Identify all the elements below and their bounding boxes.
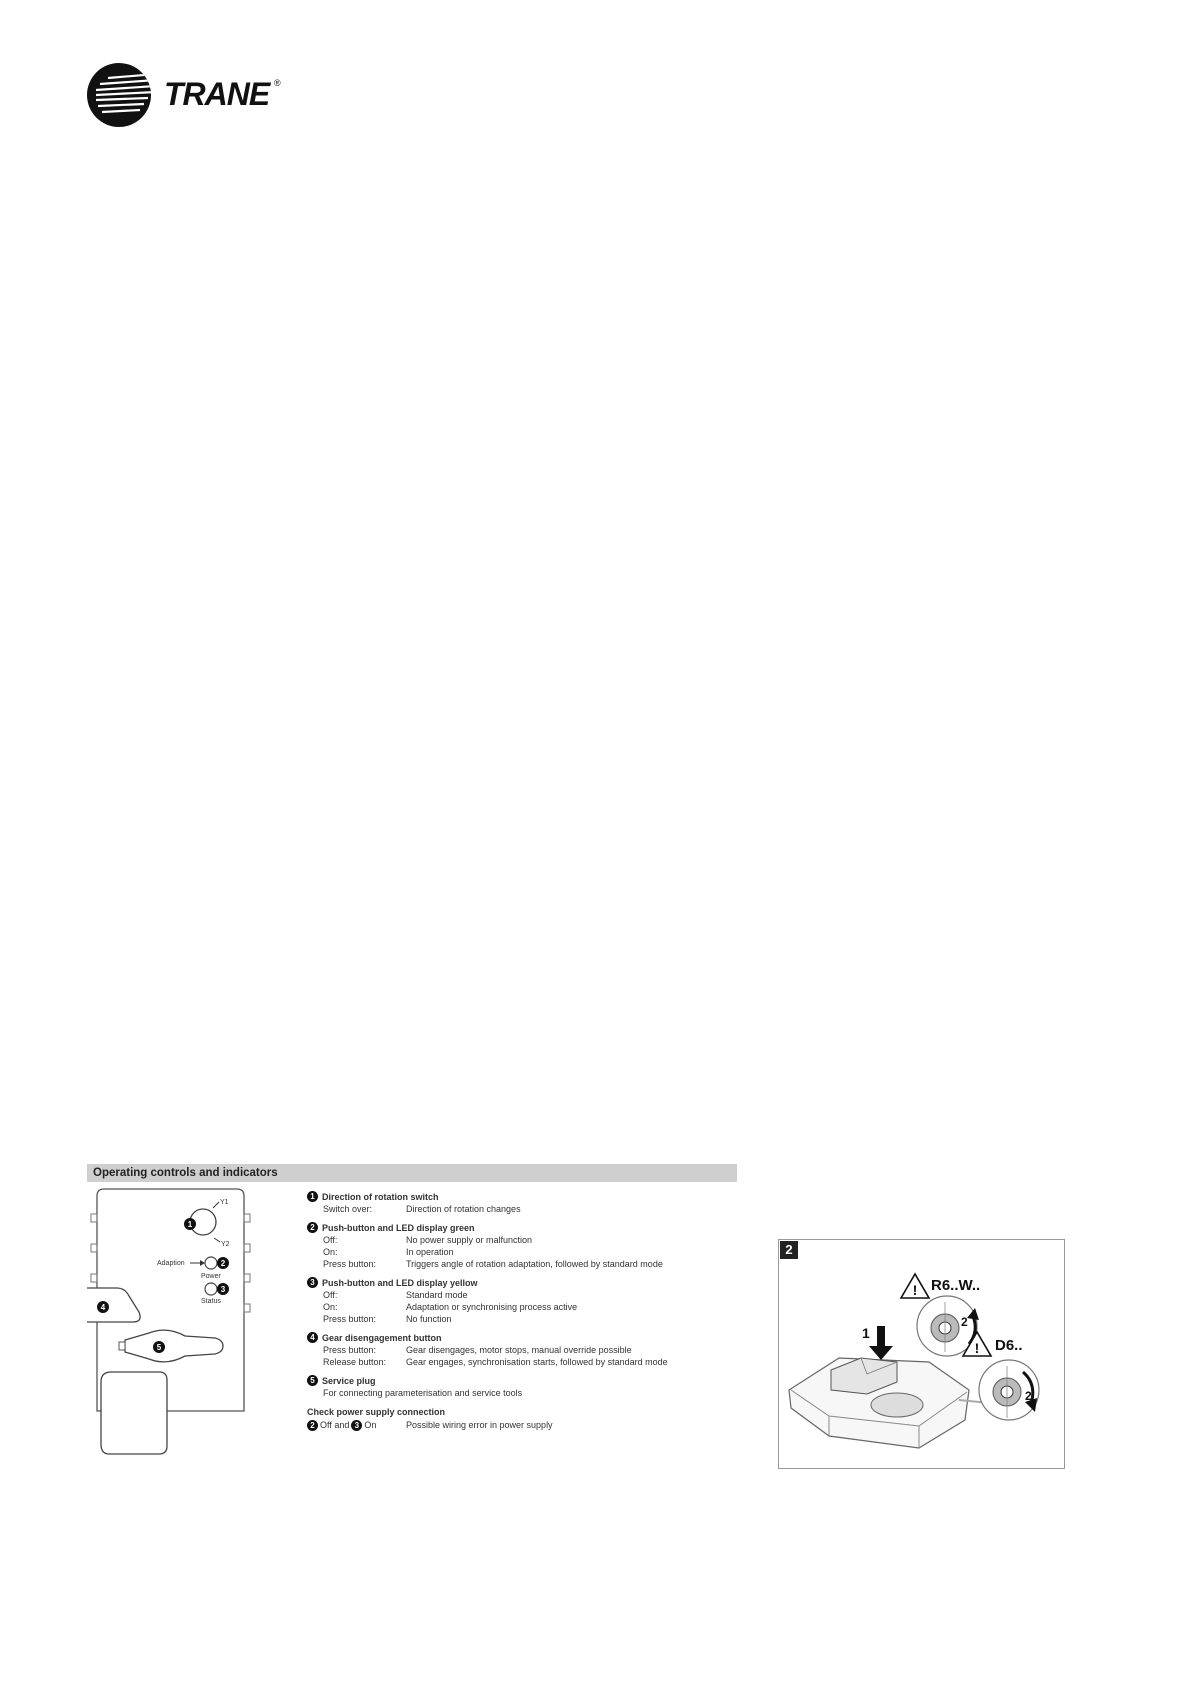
legend-value: For connecting parameterisation and service tools bbox=[323, 1388, 523, 1398]
legend-title: Push-button and LED display yellow bbox=[322, 1277, 478, 1288]
number-badge: 2 bbox=[307, 1222, 318, 1233]
r6-label: R6..W.. bbox=[931, 1277, 981, 1294]
check-on-label: On bbox=[364, 1420, 377, 1430]
actuator-override-illustration bbox=[779, 1240, 1066, 1470]
legend-value: Standard mode bbox=[406, 1290, 468, 1300]
operating-controls-panel bbox=[87, 1164, 737, 1489]
legend-key: Press button: bbox=[323, 1259, 377, 1269]
y1-label: Y1 bbox=[220, 1199, 229, 1206]
legend-key: On: bbox=[323, 1302, 338, 1312]
legend-item-2 bbox=[307, 1221, 737, 1270]
svg-text:3: 3 bbox=[220, 1285, 226, 1294]
check-power-value: Possible wiring error in power supply bbox=[406, 1420, 553, 1430]
legend-value: Triggers angle of rotation adaptation, followed by standard mode bbox=[406, 1259, 663, 1269]
figure-number: 2 bbox=[780, 1241, 798, 1259]
trane-globe-icon bbox=[86, 62, 156, 128]
y2-label: Y2 bbox=[221, 1241, 230, 1248]
legend-key: Off: bbox=[323, 1290, 338, 1300]
status-label: Status bbox=[201, 1298, 221, 1305]
legend-key: Off: bbox=[323, 1235, 338, 1245]
legend-value: Gear disengages, motor stops, manual override possible bbox=[406, 1345, 632, 1355]
check-power-row bbox=[307, 1419, 737, 1432]
check-off-label: Off and bbox=[320, 1420, 350, 1430]
number-badge: 3 bbox=[307, 1277, 318, 1288]
number-badge: 5 bbox=[307, 1375, 318, 1386]
svg-text:1: 1 bbox=[187, 1220, 193, 1229]
legend-key: Press button: bbox=[323, 1345, 377, 1355]
d6-label: D6.. bbox=[995, 1337, 1023, 1354]
number-badge: 2 bbox=[307, 1420, 318, 1431]
svg-text:!: ! bbox=[974, 1340, 980, 1356]
legend-value: In operation bbox=[406, 1247, 454, 1257]
adaption-label: Adaption bbox=[157, 1260, 185, 1267]
legend-title: Service plug bbox=[322, 1375, 376, 1386]
legend-value: Gear engages, synchronisation starts, followed by standard mode bbox=[406, 1357, 668, 1367]
legend-value: No function bbox=[406, 1314, 452, 1324]
legend-item-4 bbox=[307, 1331, 737, 1368]
brand-name: TRANE bbox=[164, 76, 270, 112]
step-2b-label: 2 bbox=[1025, 1389, 1032, 1403]
legend-value: No power supply or malfunction bbox=[406, 1235, 533, 1245]
status-button-icon bbox=[205, 1283, 217, 1295]
legend-title: Direction of rotation switch bbox=[322, 1191, 439, 1202]
trane-logo bbox=[86, 62, 306, 128]
number-badge: 4 bbox=[307, 1332, 318, 1343]
svg-text:2: 2 bbox=[220, 1259, 226, 1268]
legend-title: Push-button and LED display green bbox=[322, 1222, 475, 1233]
check-power-title: Check power supply connection bbox=[307, 1407, 446, 1417]
actuator-device-diagram bbox=[87, 1186, 257, 1486]
number-badge: 3 bbox=[351, 1420, 362, 1431]
svg-text:4: 4 bbox=[100, 1303, 106, 1312]
legend-title: Gear disengagement button bbox=[322, 1332, 442, 1343]
registered-mark: ® bbox=[274, 78, 281, 88]
legend-key: Press button: bbox=[323, 1314, 377, 1324]
power-button-icon bbox=[205, 1257, 217, 1269]
panel-header: Operating controls and indicators bbox=[87, 1164, 737, 1182]
legend-item-1 bbox=[307, 1190, 737, 1215]
controls-legend bbox=[307, 1190, 737, 1432]
legend-value: Adaptation or synchronising process active bbox=[406, 1302, 578, 1312]
svg-text:!: ! bbox=[912, 1282, 918, 1298]
figure-2-manual-override bbox=[778, 1239, 1065, 1469]
legend-key: Switch over: bbox=[323, 1204, 373, 1214]
step-2a-label: 2 bbox=[961, 1315, 968, 1329]
legend-value: Direction of rotation changes bbox=[406, 1204, 521, 1214]
number-badge: 1 bbox=[307, 1191, 318, 1202]
power-label: Power bbox=[201, 1273, 221, 1280]
legend-item-5 bbox=[307, 1374, 737, 1399]
legend-item-3 bbox=[307, 1276, 737, 1325]
legend-key: Release button: bbox=[323, 1357, 387, 1367]
svg-text:5: 5 bbox=[156, 1343, 162, 1352]
step-1-label: 1 bbox=[862, 1325, 870, 1341]
press-arrow-icon bbox=[869, 1346, 893, 1360]
legend-key: On: bbox=[323, 1247, 338, 1257]
